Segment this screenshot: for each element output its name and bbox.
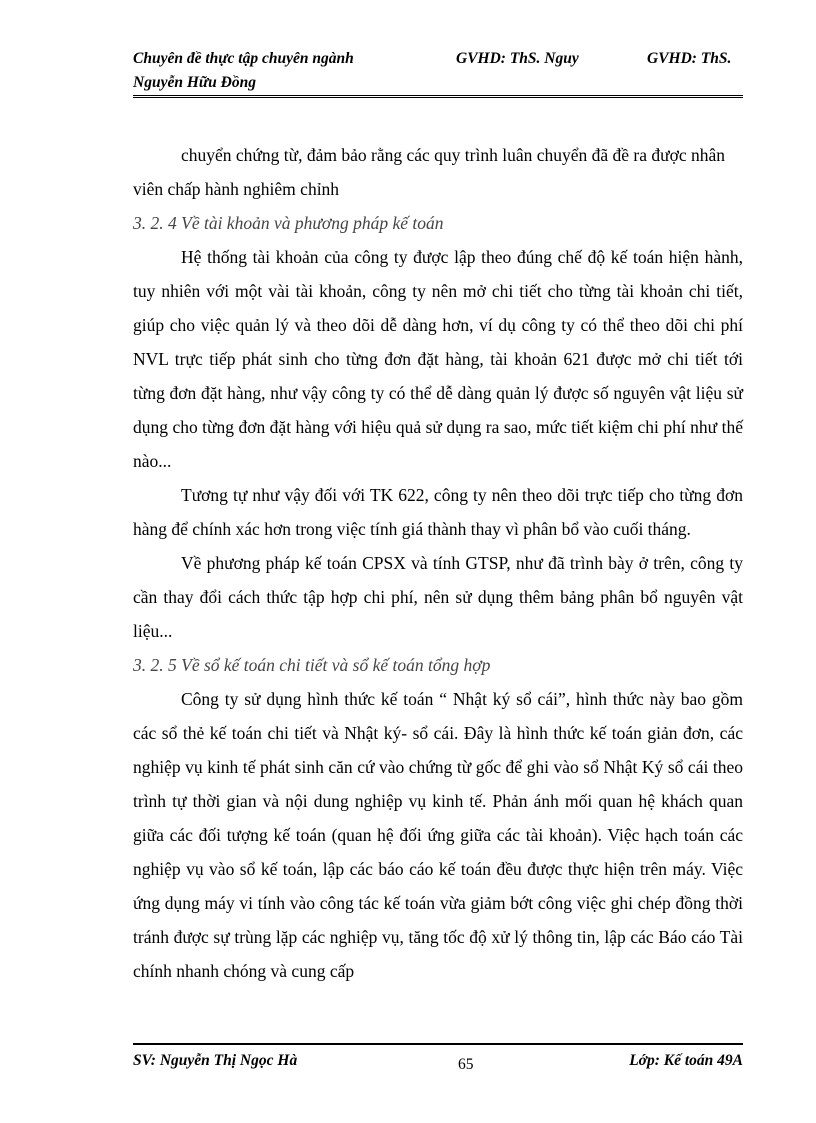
paragraph-method: Về phương pháp kế toán CPSX và tính GTSP, như đã trình bày ở trên, công ty cần thay đổi cách thức tập hợp chi phí, nên sử dụng thêm bảng phân bổ nguyên vật liệu... bbox=[133, 553, 743, 641]
student-name: SV: Nguyễn Thị Ngọc Hà bbox=[133, 1052, 298, 1069]
section-heading-3-2-4: 3. 2. 4 Về tài khoản và phương pháp kế toán bbox=[133, 213, 444, 233]
section-heading-3-2-5: 3. 2. 5 Về sổ kế toán chi tiết và sổ kế toán tổng hợp bbox=[133, 655, 491, 675]
paragraph-tk622: Tương tự như vậy đối với TK 622, công ty nên theo dõi trực tiếp cho từng đơn hàng để chính xác hơn trong việc tính giá thành thay vì phân bổ vào cuối tháng. bbox=[133, 485, 743, 539]
page-footer bbox=[133, 1052, 743, 1076]
report-title: Chuyên đề thực tập chuyên ngành bbox=[133, 50, 354, 67]
author-name: Nguyễn Hữu Đồng bbox=[133, 74, 256, 91]
class-label: Lớp: Kế toán 49A bbox=[629, 1052, 743, 1069]
supervisor-label-2: GVHD: ThS. bbox=[647, 50, 732, 67]
paragraph-accounts: Hệ thống tài khoản của công ty được lập theo đúng chế độ kế toán hiện hành, tuy nhiên với một vài tài khoản, công ty nên mở chi tiết cho từng tài khoản chi tiết, giúp cho việc quản lý và theo dõi dễ dàng hơn, ví dụ công ty có thể theo dõi chi phí NVL trực tiếp phát sinh cho từng đơn đặt hàng, tài khoản 621 được mở chi tiết tới từng đơn đặt hàng, như vậy công ty có thể dễ dàng quản lý được số nguyên vật liệu sử dụng cho từng đơn đặt hàng với hiệu quả sử dụng ra sao, mức tiết kiệm chi phí như thế nào... bbox=[133, 247, 743, 471]
page-body bbox=[133, 138, 743, 988]
page-number: 65 bbox=[458, 1056, 474, 1073]
supervisor-label-1: GVHD: ThS. Nguy bbox=[456, 50, 579, 67]
paragraph-ledger: Công ty sử dụng hình thức kế toán “ Nhật ký sổ cái”, hình thức này bao gồm các sổ thẻ kế toán chi tiết và Nhật ký- sổ cái. Đây là hình thức kế toán giản đơn, các nghiệp vụ kinh tế phát sinh căn cứ vào chứng từ gốc để ghi vào sổ Nhật Ký sổ cái theo trình tự thời gian và nội dung nghiệp vụ kinh tế. Phản ánh mối quan hệ khách quan giữa các đối tượng kế toán (quan hệ đối ứng giữa các tài khoản). Việc hạch toán các nghiệp vụ vào sổ kế toán, lập các báo cáo kế toán đều được thực hiện trên máy. Việc ứng dụng máy vi tính vào công tác kế toán vừa giảm bớt công việc ghi chép đồng thời tránh được sự trùng lặp các nghiệp vụ, tăng tốc độ xử lý thông tin, lập các Báo cáo Tài chính nhanh chóng và cung cấp bbox=[133, 689, 743, 981]
page-header bbox=[133, 50, 743, 92]
header-divider bbox=[133, 95, 743, 98]
paragraph-continuation: chuyển chứng từ, đảm bảo rằng các quy trình luân chuyển đã đề ra được nhân viên chấp hành nghiêm chỉnh bbox=[133, 145, 726, 199]
footer-divider bbox=[133, 1043, 743, 1045]
